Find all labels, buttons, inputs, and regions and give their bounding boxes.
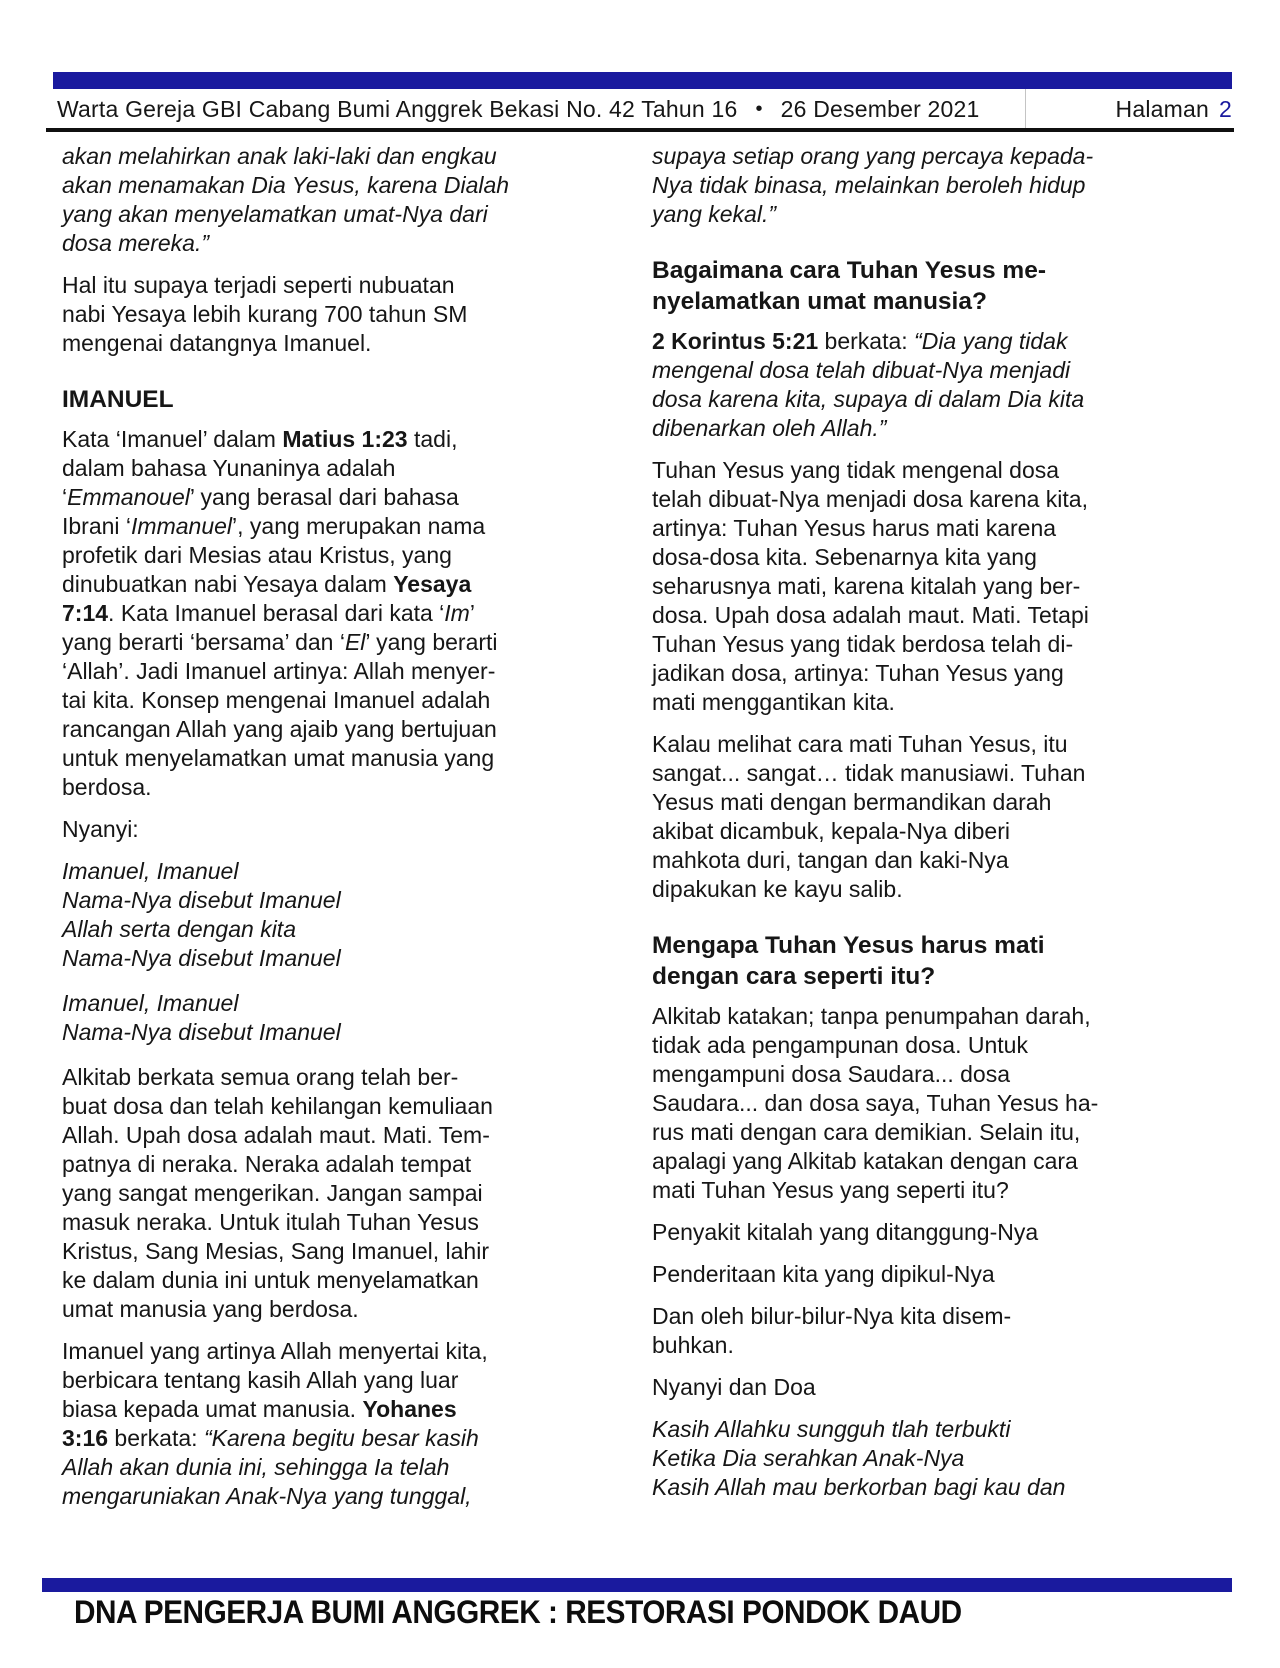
text-line [62,1337,620,1366]
text-line [652,875,1222,904]
text-line [62,300,620,329]
page-label: Halaman [1115,95,1209,122]
text-run: “Dia yang tidak [914,328,1068,354]
text-run: ‘Allah’. Jadi Imanuel artinya: Allah menyer- [62,658,496,684]
text-line [62,599,620,628]
text-line [62,628,620,657]
text-run: Kasih Allahku sungguh tlah terbukti [652,1416,1011,1442]
text-line [62,512,620,541]
text-line [652,1260,1222,1289]
text-line [62,1482,620,1511]
text-line [652,1118,1222,1147]
newsletter-masthead [57,96,979,123]
text-line [652,930,1222,961]
footer-accent-bar [42,1578,1232,1592]
paragraph [62,1337,620,1511]
text-line [62,886,620,915]
text-line [62,1237,620,1266]
text-line [62,454,620,483]
text-run: rus mati dengan cara demikian. Selain itu, [652,1119,1081,1145]
scripture-quote [62,142,620,258]
paragraph [652,1373,1222,1402]
paragraph [652,1002,1222,1205]
text-run: mengenai datangnya Imanuel. [62,330,372,356]
text-run: nabi Yesaya lebih kurang 700 tahun SM [62,301,468,327]
text-line [652,1002,1222,1031]
text-line [62,1121,620,1150]
text-run: mahkota duri, tangan dan kaki-Nya [652,847,1009,873]
text-line [62,857,620,886]
text-run: dosa karena kita, supaya di dalam Dia kita [652,386,1085,412]
text-run: dibenarkan oleh Allah.” [652,415,887,441]
text-line [62,1453,620,1482]
text-run: ’ yang berarti [365,629,498,655]
song-verse [652,1415,1222,1502]
text-run: Ketika Dia serahkan Anak-Nya [652,1445,965,1471]
text-run: buat dosa dan telah kehilangan kemuliaan [62,1093,493,1119]
section-heading [652,255,1222,317]
text-run: dosa. Upah dosa adalah maut. Mati. Tetapi [652,602,1089,628]
text-line [652,356,1222,385]
header-cell-divider [1025,89,1026,128]
text-run: mati Tuhan Yesus yang seperti itu? [652,1177,1009,1203]
page-header [57,91,1232,127]
text-run: Kalau melihat cara mati Tuhan Yesus, itu [652,731,1068,757]
text-line [62,744,620,773]
text-run: Yesus mati dengan bermandikan darah [652,789,1052,815]
text-line [652,1444,1222,1473]
text-run: tidak ada pengampunan dosa. Untuk [652,1032,1028,1058]
text-run: umat manusia yang berdosa. [62,1296,359,1322]
text-run: berbicara tentang kasih Allah yang luar [62,1367,459,1393]
text-line [652,759,1222,788]
text-run: telah dibuat-Nya menjadi dosa karena kita, [652,486,1088,512]
text-run: 7:14 [62,600,109,626]
text-run: mati menggantikan kita. [652,689,895,715]
text-run: ’, yang merupakan nama [232,513,486,539]
text-line [652,688,1222,717]
header-accent-bar [53,72,1232,89]
text-run: apalagi yang Alkitab katakan dengan cara [652,1148,1078,1174]
text-run: berkata: [108,1425,204,1451]
text-line [62,1395,620,1424]
text-run: Ibrani ‘ [62,513,132,539]
text-run: mengenal dosa telah dibuat-Nya menjadi [652,357,1071,383]
left-column [62,142,620,1524]
section-heading [62,384,620,415]
text-line [62,200,620,229]
text-run: dinubuatkan nabi Yesaya dalam [62,571,394,597]
text-run: mengampuni dosa Saudara... dosa [652,1061,1011,1087]
article-body [62,142,1222,1524]
text-run: masuk neraka. Untuk itulah Tuhan Yesus [62,1209,479,1235]
text-run: Imanuel yang artinya Allah menyertai kita, [62,1338,488,1364]
text-run: Nyanyi: [62,816,139,842]
text-line [652,730,1222,759]
text-line [62,1150,620,1179]
text-line [62,271,620,300]
text-line [62,1266,620,1295]
text-run: Nama-Nya disebut Imanuel [62,945,341,971]
paragraph [652,1218,1222,1247]
text-run: ’ [469,600,475,626]
text-run: Penyakit kitalah yang ditanggung-Nya [652,1219,1039,1245]
text-line [652,1218,1222,1247]
paragraph [652,730,1222,904]
bullet-separator: • [755,97,763,120]
text-line [62,915,620,944]
text-line [62,715,620,744]
text-line [652,385,1222,414]
text-run: mengaruniakan Anak-Nya yang tunggal, [62,1483,472,1509]
text-run: . Kata Imanuel berasal dari kata ‘ [108,600,445,626]
text-run: yang akan menyelamatkan umat-Nya dari [62,201,488,227]
text-run: Immanuel [131,513,233,539]
text-run: dipakukan ke kayu salib. [652,876,903,902]
text-line [62,773,620,802]
paragraph [62,815,620,844]
text-run: biasa kepada umat manusia. [62,1396,363,1422]
text-line [62,1208,620,1237]
text-line [652,1415,1222,1444]
text-line [652,171,1222,200]
text-run: Saudara... dan dosa saya, Tuhan Yesus ha- [652,1090,1099,1116]
section-heading [652,930,1222,992]
paragraph [62,271,620,358]
text-run: Emmanouel [67,484,190,510]
text-line [652,1473,1222,1502]
text-run: dosa mereka.” [62,230,210,256]
text-line [62,1092,620,1121]
text-line [652,255,1222,286]
text-run: berdosa. [62,774,152,800]
song-verse [62,989,620,1047]
text-run: Yesaya [393,571,472,597]
text-line [62,142,620,171]
text-run: akan melahirkan anak laki-laki dan engkau [62,143,497,169]
footer-slogan: DNA PENGERJA BUMI ANGGREK : RESTORASI PONDOK DAUD [74,1594,962,1630]
text-run: tadi, [407,426,458,452]
text-run: jadikan dosa, artinya: Tuhan Yesus yang [652,660,1064,686]
text-run: buhkan. [652,1332,734,1358]
page-number-label [1102,96,1232,123]
text-run: Yohanes [362,1396,457,1422]
text-run: dalam bahasa Yunaninya adalah [62,455,396,481]
scripture-quote [652,142,1222,229]
text-run: Penderitaan kita yang dipikul-Nya [652,1261,995,1287]
text-run: Imanuel, Imanuel [62,858,239,884]
text-run: Nama-Nya disebut Imanuel [62,1019,341,1045]
text-line [62,1018,620,1047]
text-line [62,329,620,358]
text-run: untuk menyelamatkan umat manusia yang [62,745,495,771]
text-run: Kata ‘Imanuel’ dalam [62,426,283,452]
text-line [652,1331,1222,1360]
text-line [62,1366,620,1395]
text-line [62,425,620,454]
text-line [62,541,620,570]
text-run: Allah. Upah dosa adalah maut. Mati. Tem- [62,1122,490,1148]
text-line [62,944,620,973]
text-run: artinya: Tuhan Yesus harus mati karena [652,515,1057,541]
newsletter-title: Warta Gereja GBI Cabang Bumi Anggrek Bekasi No. 42 Tahun 16 [57,95,738,122]
text-run: Allah serta dengan kita [62,916,296,942]
text-run: seharusnya mati, karena kitalah yang ber- [652,573,1081,599]
text-run: supaya setiap orang yang percaya kepada- [652,143,1094,169]
text-line [62,1179,620,1208]
text-line [62,384,620,415]
text-line [62,1424,620,1453]
text-line [62,686,620,715]
paragraph [62,425,620,802]
text-line [652,572,1222,601]
text-line [652,1089,1222,1118]
paragraph [652,1302,1222,1360]
text-line [62,1295,620,1324]
text-run: yang berarti ‘bersama’ dan ‘ [62,629,345,655]
paragraph [652,456,1222,717]
text-run: ’ yang berasal dari bahasa [189,484,459,510]
text-run: Alkitab berkata semua orang telah ber- [62,1064,459,1090]
text-line [62,815,620,844]
text-line [652,1176,1222,1205]
text-line [652,327,1222,356]
text-run: Kristus, Sang Mesias, Sang Imanuel, lahir [62,1238,489,1264]
text-line [62,1063,620,1092]
text-run: ‘ [62,484,68,510]
issue-date: 26 Desember 2021 [780,95,980,122]
text-run: Mengapa Tuhan Yesus harus mati [652,932,1045,959]
text-line [652,456,1222,485]
text-line [652,659,1222,688]
paragraph [652,1260,1222,1289]
text-run: Nama-Nya disebut Imanuel [62,887,341,913]
text-run: IMANUEL [62,386,174,413]
text-run: Imanuel, Imanuel [62,990,239,1016]
text-run: patnya di neraka. Neraka adalah tempat [62,1151,472,1177]
text-line [62,570,620,599]
page-number: 2 [1219,95,1232,122]
text-line [652,414,1222,443]
text-run: akan menamakan Dia Yesus, karena Dialah [62,172,510,198]
text-run: Tuhan Yesus yang tidak berdosa telah di- [652,631,1074,657]
text-line [652,788,1222,817]
text-run: Alkitab katakan; tanpa penumpahan darah, [652,1003,1091,1029]
text-run: Matius 1:23 [282,426,408,452]
text-line [62,229,620,258]
text-run: Nya tidak binasa, melainkan beroleh hidup [652,172,1086,198]
text-line [652,817,1222,846]
text-line [652,543,1222,572]
text-run: berkata: [818,328,915,354]
text-line [652,514,1222,543]
paragraph [62,1063,620,1324]
text-run: yang sangat mengerikan. Jangan sampai [62,1180,483,1206]
text-run: rancangan Allah yang ajaib yang bertujuan [62,716,497,742]
text-line [652,286,1222,317]
text-run: Im [444,600,470,626]
text-run: nyelamatkan umat manusia? [652,288,987,315]
text-run: “Karena begitu besar kasih [203,1425,479,1451]
text-line [652,961,1222,992]
text-run: Bagaimana cara Tuhan Yesus me- [652,257,1046,284]
right-column [652,142,1222,1524]
text-run: dosa-dosa kita. Sebenarnya kita yang [652,544,1037,570]
text-line [62,989,620,1018]
text-run: dengan cara seperti itu? [652,963,936,990]
text-line [652,1060,1222,1089]
text-run: Nyanyi dan Doa [652,1374,816,1400]
text-line [652,601,1222,630]
text-run: sangat... sangat… tidak manusiawi. Tuhan [652,760,1086,786]
text-run: yang kekal.” [652,201,777,227]
text-run: ke dalam dunia ini untuk menyelamatkan [62,1267,479,1293]
text-line [652,1031,1222,1060]
text-run: profetik dari Mesias atau Kristus, yang [62,542,452,568]
text-line [652,1373,1222,1402]
text-run: Allah akan dunia ini, sehingga Ia telah [62,1454,450,1480]
text-line [62,171,620,200]
text-run: 3:16 [62,1425,109,1451]
text-line [652,200,1222,229]
text-line [62,483,620,512]
text-line [652,485,1222,514]
text-run: akibat dicambuk, kepala-Nya diberi [652,818,1010,844]
song-verse [62,857,620,973]
text-run: Dan oleh bilur-bilur-Nya kita disem- [652,1303,1012,1329]
text-run: Hal itu supaya terjadi seperti nubuatan [62,272,455,298]
text-run: El [344,629,366,655]
header-rule [46,128,1234,132]
text-line [62,657,620,686]
text-run: 2 Korintus 5:21 [652,328,819,354]
text-run: Kasih Allah mau berkorban bagi kau dan [652,1474,1066,1500]
text-run: Tuhan Yesus yang tidak mengenal dosa [652,457,1060,483]
text-line [652,1302,1222,1331]
text-run: tai kita. Konsep mengenai Imanuel adalah [62,687,491,713]
text-line [652,142,1222,171]
text-line [652,630,1222,659]
text-line [652,846,1222,875]
paragraph [652,327,1222,443]
text-line [652,1147,1222,1176]
